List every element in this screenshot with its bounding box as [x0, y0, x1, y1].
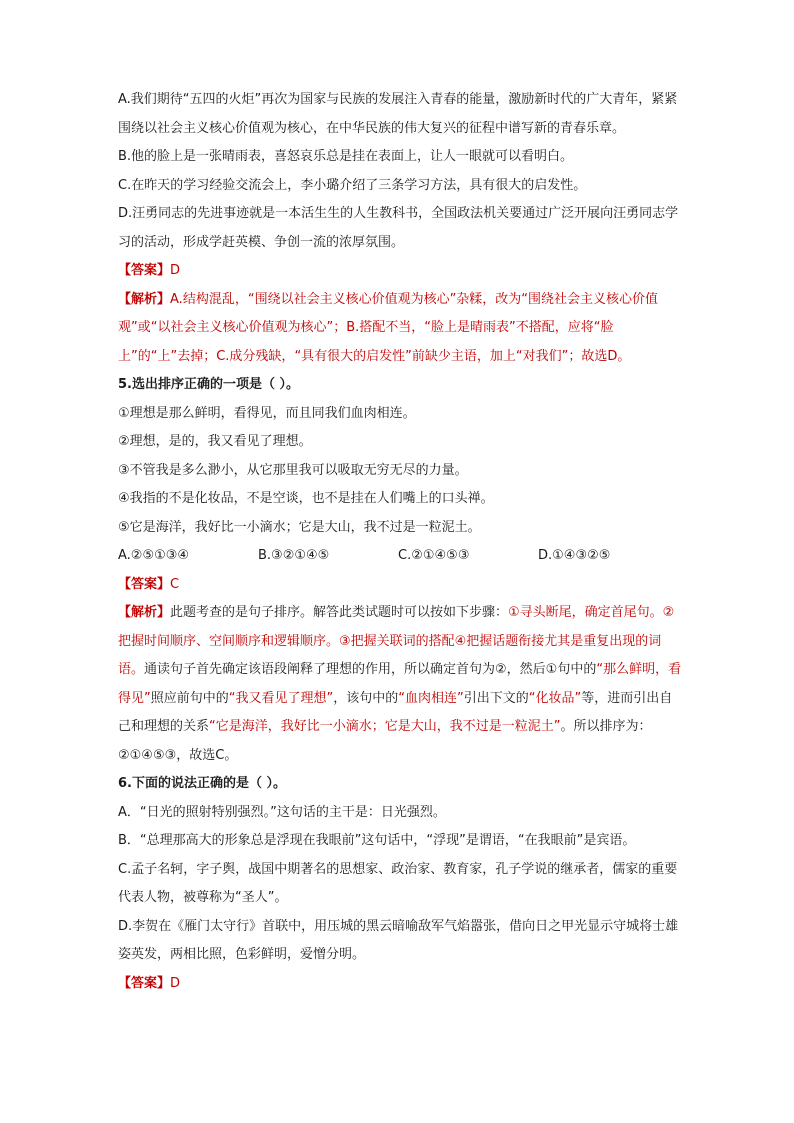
q4-analysis: 【解析】A.结构混乱，“围绕以社会主义核心价值观为核心”杂糅，改为“围绕社会主义核心价值观”或“以社会主义核心价值观为核心”；B.搭配不当，“脸上是晴雨表”不搭配，应将“脸上”的“上”去掉；C.成分残缺，“具有很大的启发性”前缺少主语，加上“对我们”；故选D。: [118, 291, 659, 364]
q5-title: 5.选出排序正确的一项是（ ）。: [118, 377, 300, 392]
q5-choice-a: A.②⑤①③④: [118, 548, 190, 563]
q4-option-c: C.在昨天的学习经验交流会上，李小璐介绍了三条学习方法，具有很大的启发性。: [118, 177, 587, 193]
q5-sentence-2: ②理想，是的，我又看见了理想。: [118, 434, 312, 449]
q4-option-b: B.他的脸上是一张晴雨表，喜怒哀乐总是挂在表面上，让人一眼就可以看明白。: [118, 149, 574, 164]
answer-value: D: [170, 975, 181, 991]
q5-choice-d: D.①④③②⑤: [538, 548, 611, 563]
q5-analysis: 【解析】此题考查的是句子排序。解答此类试题时可以按如下步骤：①寻头断尾，确定首尾句。②把握时间顺序、空间顺序和逻辑顺序。③把握关联词的搭配④把握话题衔接尤其是重复出现的词语。通读句子首先确定该语段阐释了理想的作用，所以确定首句为②，然后①句中的“那么鲜明，看得见”照应前句中的“我又看见了理想”，该句中的“血肉相连”引出下文的“化妆品”等，进而引出自己和理想的关系“它是海洋，我好比一小滴水；它是大山，我不过是一粒泥土”。所以排序为：②①④⑤③，故选C。: [118, 605, 682, 763]
document-page: [118, 86, 684, 998]
q6-option-d: D.李贺在《雁门太守行》首联中，用压城的黑云暗喻敌军气焰嚣张，借向日之甲光显示守城将士雄姿英发，两相比照，色彩鲜明，爱憎分明。: [118, 918, 679, 962]
q5-sentence-3: ③不管我是多么渺小，从它那里我可以吸取无穷无尽的力量。: [118, 462, 468, 478]
answer-tag: 【答案】: [118, 263, 171, 278]
q4-option-a: A.我们期待“五四的火炬”再次为国家与民族的发展注入青春的能量，激励新时代的广大青年，紧紧围绕以社会主义核心价值观为核心，在中华民族的伟大复兴的征程中谱写新的青春乐章。: [118, 92, 678, 136]
q6-option-b: B．“总理那高大的形象总是浮现在我眼前”这句话中，“浮现”是谓语，“在我眼前”是宾语。: [118, 833, 636, 848]
q6-title: 6.下面的说法正确的是（ ）。: [118, 776, 287, 791]
answer-tag: 【答案】: [118, 576, 171, 592]
answer-tag: 【答案】: [118, 975, 171, 991]
answer-value: D: [170, 263, 181, 278]
q5-choice-b: B.③②①④⑤: [258, 548, 330, 563]
q5-choices: [118, 542, 684, 571]
q4-option-d: D.汪勇同志的先进事迹就是一本活生生的人生教科书，全国政法机关要通过广泛开展向汪勇同志学习的活动，形成学赶英模、争创一流的浓厚氛围。: [118, 206, 679, 250]
q6-option-a: A．“日光的照射特别强烈。”这句话的主干是：日光强烈。: [118, 804, 446, 820]
q5-choice-c: C.②①④⑤③: [398, 548, 470, 563]
q4-answer: [118, 257, 684, 286]
q6-answer: [118, 970, 684, 999]
analysis-tag: 【解析】: [118, 291, 171, 307]
q6-option-c: C.孟子名轲，字子舆，战国中期著名的思想家、政治家、教育家，孔子学说的继承者，儒家的重要代表人物，被尊称为“圣人”。: [118, 861, 678, 905]
analysis-tag: 【解析】: [118, 605, 171, 620]
q5-answer: [118, 571, 684, 600]
q5-sentence-5: ⑤它是海洋，我好比一小滴水；它是大山，我不过是一粒泥土。: [118, 519, 481, 535]
answer-value: C: [170, 576, 180, 592]
q5-sentence-4: ④我指的不是化妆品，不是空谈，也不是挂在人们嘴上的口头禅。: [118, 491, 494, 506]
q5-sentence-1: ①理想是那么鲜明，看得见，而且同我们血肉相连。: [118, 405, 416, 421]
